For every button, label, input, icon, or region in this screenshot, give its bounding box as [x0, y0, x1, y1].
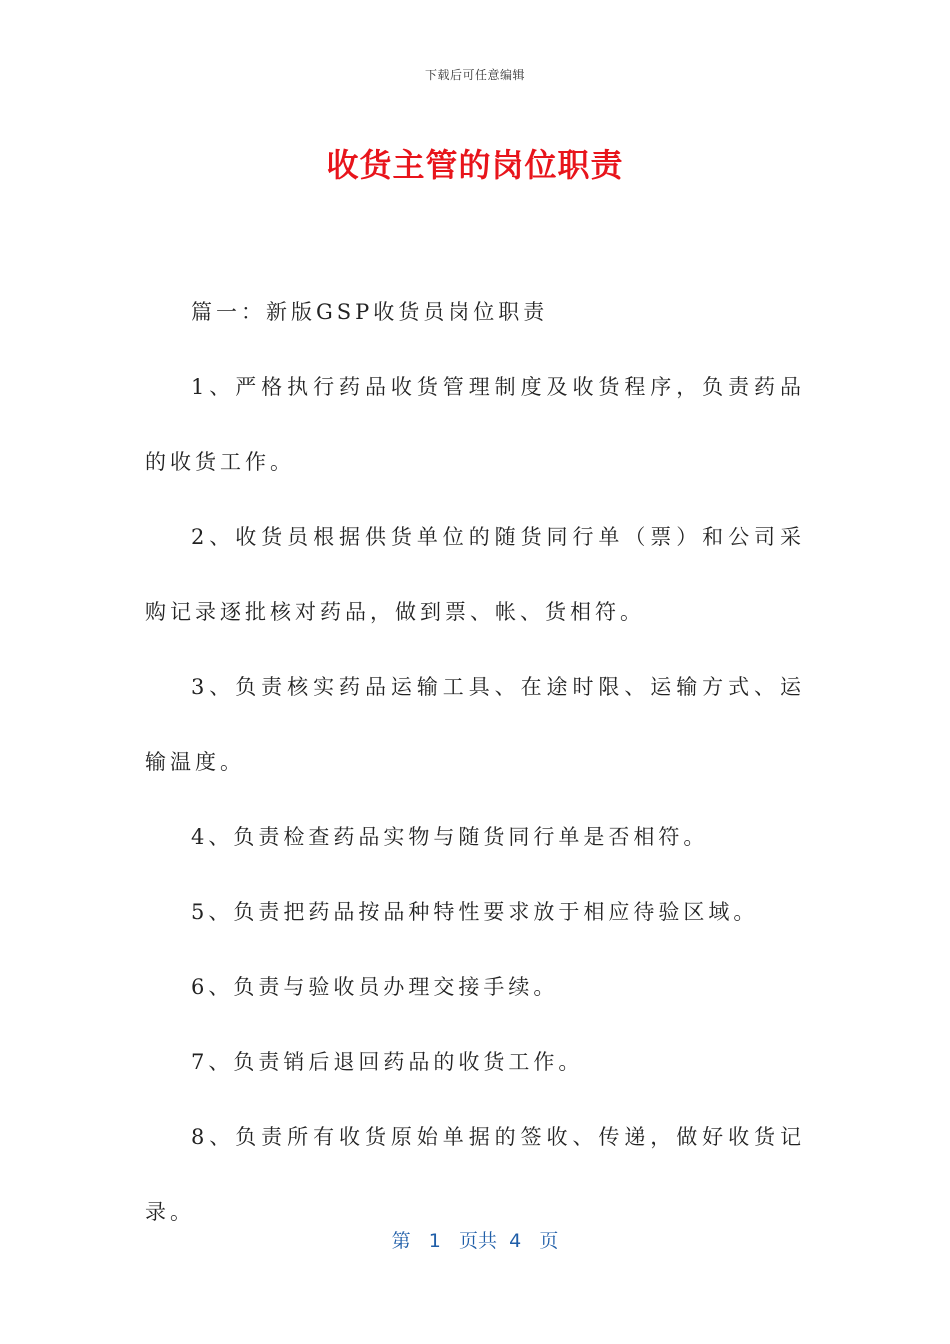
footer-prefix: 第	[391, 1230, 411, 1252]
paragraph-item-5: 5、负责把药品按品种特性要求放于相应待验区域。	[191, 900, 759, 924]
paragraph-item-4: 4、负责检查药品实物与随货同行单是否相符。	[191, 825, 709, 849]
paragraph-item-6: 6、负责与验收员办理交接手续。	[191, 975, 559, 999]
footer-total-pages: 4	[509, 1230, 522, 1252]
footer-current-page: 1	[428, 1230, 441, 1252]
paragraph-item-2: 2、收货员根据供货单位的随货同行单（票）和公司采购记录逐批核对药品，做到票、帐、货相符。	[145, 525, 805, 624]
header-note: 下载后可任意编辑	[424, 68, 525, 82]
paragraph-section-heading: 篇一：新版GSP收货员岗位职责	[191, 300, 549, 324]
page-footer	[0, 1226, 950, 1253]
paragraph-item-8: 8、负责所有收货原始单据的签收、传递，做好收货记录。	[145, 1125, 805, 1224]
footer-mid: 页共	[459, 1230, 498, 1252]
document-body	[145, 275, 805, 1250]
paragraph-item-7: 7、负责销后退回药品的收货工作。	[191, 1050, 584, 1074]
document-title: 收货主管的岗位职责	[326, 146, 624, 184]
paragraph-item-1: 1、严格执行药品收货管理制度及收货程序，负责药品的收货工作。	[145, 375, 805, 474]
footer-suffix: 页	[539, 1230, 559, 1252]
paragraph-item-3: 3、负责核实药品运输工具、在途时限、运输方式、运输温度。	[145, 675, 805, 774]
